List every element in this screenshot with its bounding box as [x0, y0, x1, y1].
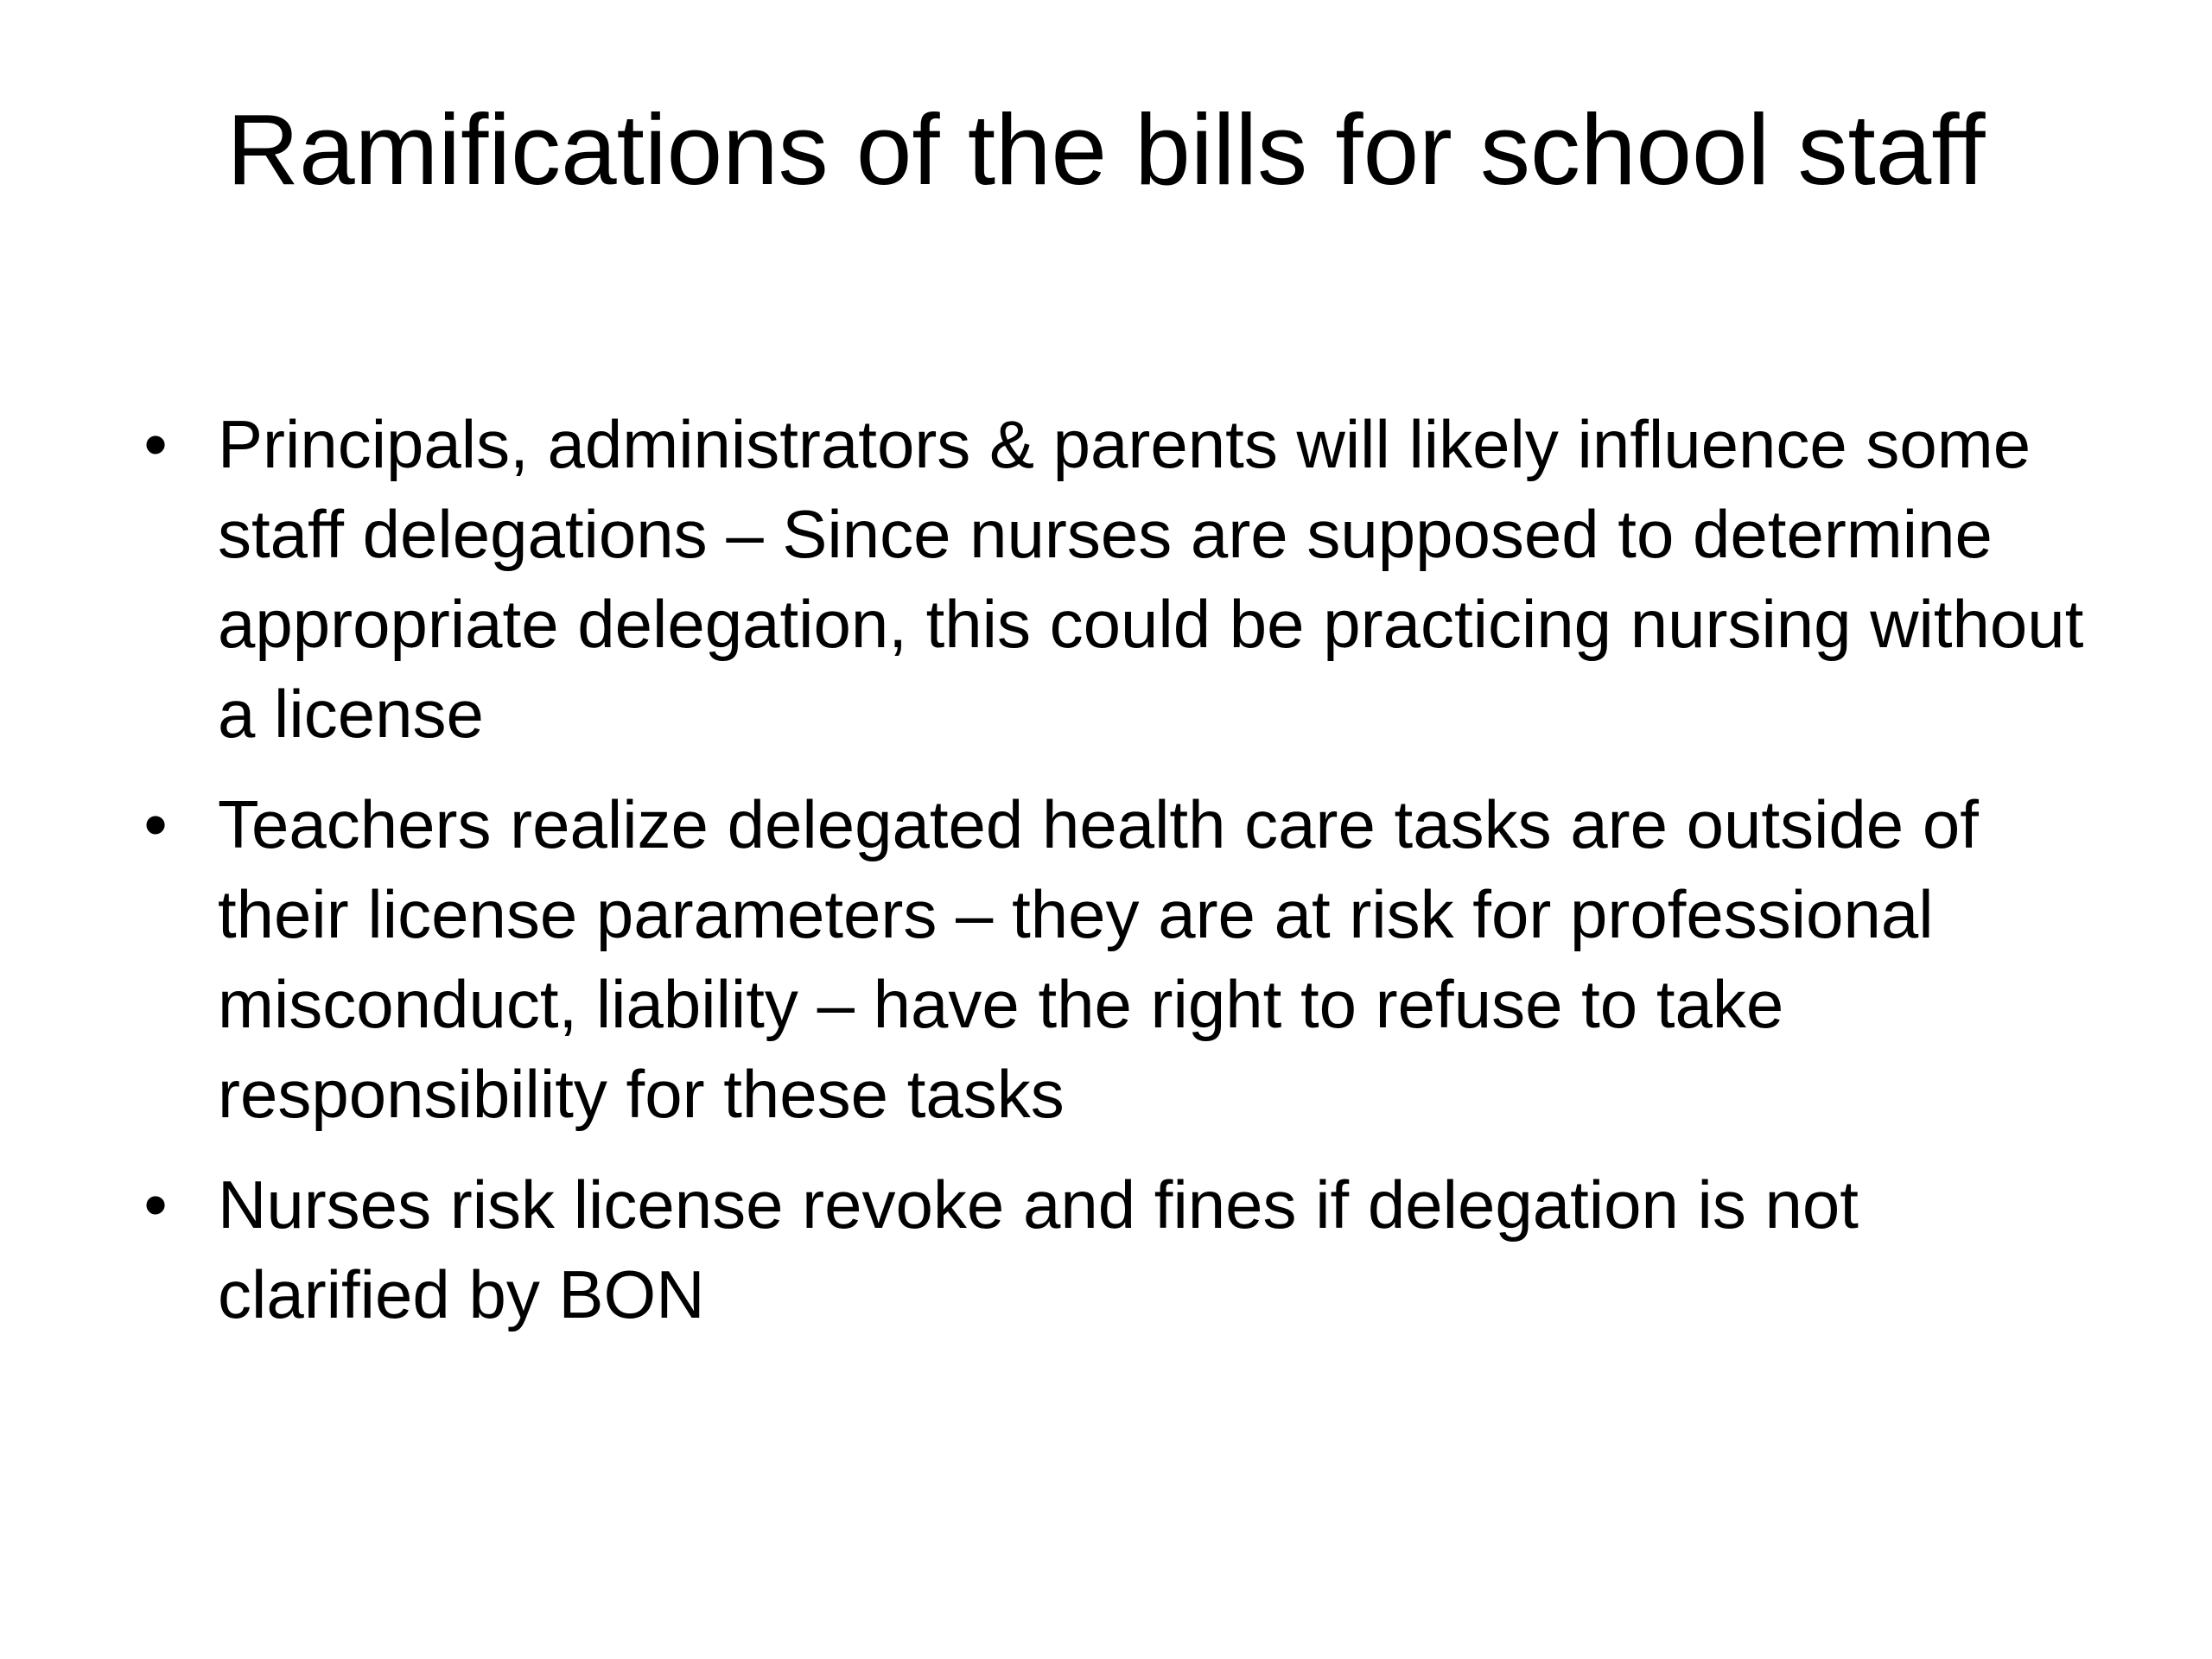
- bullet-text: Principals, administrators & parents will likely influence some staff delegations – Since nurses are supposed to determine appropriate delegation, this could be practicing nursing without a license: [218, 406, 2084, 752]
- bullet-item: [130, 779, 2108, 1139]
- bullet-list: [130, 399, 2108, 1360]
- bullet-dot-icon: •: [143, 1166, 168, 1243]
- bullet-dot-icon: •: [143, 406, 168, 482]
- slide-title: Ramifications of the bills for school staff: [226, 93, 1986, 206]
- bullet-text: Nurses risk license revoke and fines if delegation is not clarified by BON: [218, 1166, 1859, 1332]
- bullet-item: [130, 1160, 2108, 1339]
- bullet-item: [130, 399, 2108, 759]
- bullet-text: Teachers realize delegated health care tasks are outside of their license parameters – they are at risk for professional misconduct, liability – have the right to refuse to take responsibility for these tasks: [218, 786, 1979, 1132]
- bullet-dot-icon: •: [143, 786, 168, 862]
